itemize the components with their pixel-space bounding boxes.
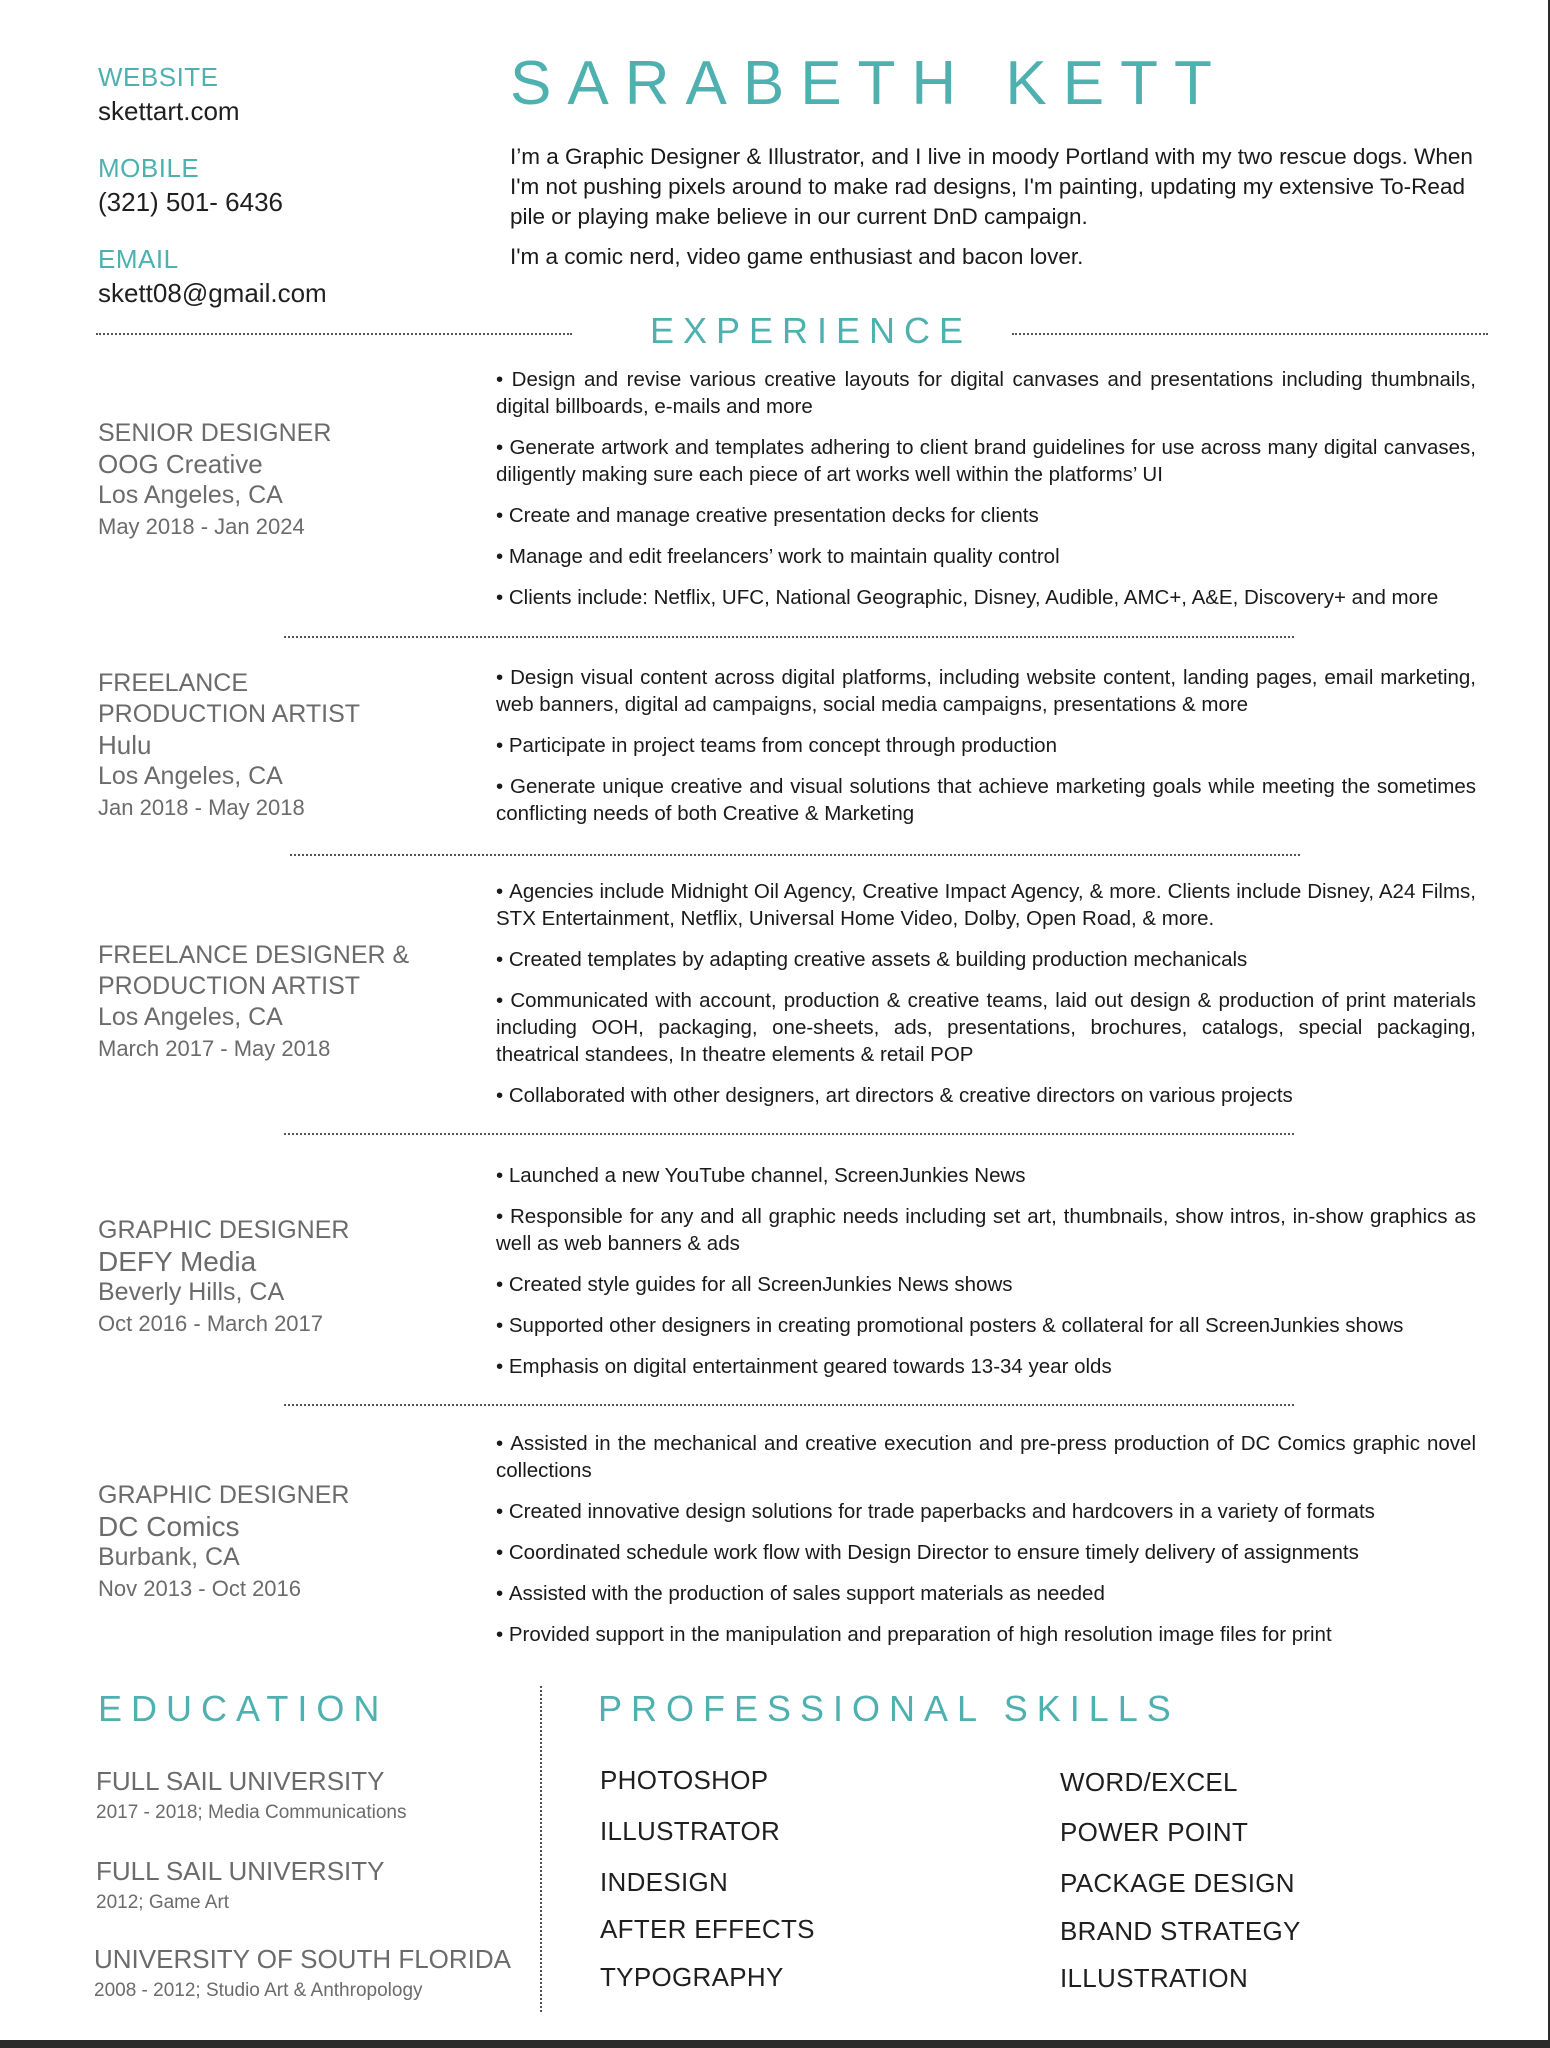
job-2-bullets	[496, 664, 1476, 841]
school-detail: 2012; Game Art	[96, 1892, 230, 1913]
job-5-info	[98, 1480, 438, 1604]
experience-heading: EXPERIENCE	[650, 310, 973, 351]
job-title: GRAPHIC DESIGNER	[98, 1481, 350, 1509]
job-location: Los Angeles, CA	[98, 1003, 283, 1031]
job-company: Hulu	[98, 730, 152, 760]
resume-name: SARABETH KETT	[510, 49, 1228, 118]
bullet-item: • Responsible for any and all graphic needs including set art, thumbnails, show intros, in-show graphics as well as web banners & ads	[496, 1203, 1476, 1257]
job-title: FREELANCE	[98, 669, 249, 697]
bullet-item: • Coordinated schedule work flow with Design Director to ensure timely delivery of assignments	[496, 1539, 1476, 1566]
bullet-item: • Participate in project teams from concept through production	[496, 732, 1476, 759]
job-title: SENIOR DESIGNER	[98, 419, 332, 447]
job-dates: May 2018 - Jan 2024	[98, 514, 305, 539]
job-title: PRODUCTION ARTIST	[98, 972, 361, 1000]
school-name: UNIVERSITY OF SOUTH FLORIDA	[94, 1944, 512, 1974]
job-location: Los Angeles, CA	[98, 481, 283, 509]
skills-heading: PROFESSIONAL SKILLS	[598, 1688, 1180, 1729]
bullet-item: • Assisted with the production of sales support materials as needed	[496, 1580, 1476, 1607]
bullet-item: • Provided support in the manipulation and preparation of high resolution image files for print	[496, 1621, 1476, 1648]
job-location: Los Angeles, CA	[98, 762, 283, 790]
website-label: WEBSITE	[98, 62, 219, 92]
experience-divider-right	[1012, 333, 1488, 335]
section-vertical-divider	[540, 1686, 542, 2012]
job-dates: Oct 2016 - March 2017	[98, 1311, 324, 1336]
bio-paragraph: I’m a Graphic Designer & Illustrator, and I live in moody Portland with my two rescue dogs. When I'm not pushing pixels around to make rad designs, I'm painting, updating my extensive To-Read pile or playing make believe in our current DnD campaign.	[510, 144, 1473, 229]
job-dates: Nov 2013 - Oct 2016	[98, 1576, 302, 1601]
job-company: DC Comics	[98, 1511, 240, 1542]
job-1-bullets	[496, 366, 1476, 625]
mobile-label: MOBILE	[98, 153, 200, 183]
email-label: EMAIL	[98, 244, 179, 274]
job-3-bullets	[496, 878, 1476, 1123]
job-2-info	[98, 668, 438, 823]
job-4-bullets	[496, 1162, 1476, 1394]
job-dates: Jan 2018 - May 2018	[98, 795, 305, 820]
job-divider	[290, 854, 1300, 856]
website-link[interactable]: skettart.com	[98, 96, 240, 126]
bullet-item: • Design visual content across digital platforms, including website content, landing pages, email marketing, web banners, digital ad campaigns, social media campaigns, presentations & more	[496, 664, 1476, 718]
job-company: DEFY Media	[98, 1246, 257, 1277]
bullet-item: • Created innovative design solutions for trade paperbacks and hardcovers in a variety of formats	[496, 1498, 1476, 1525]
bullet-item: • Design and revise various creative layouts for digital canvases and presentations including thumbnails, digital billboards, e-mails and more	[496, 366, 1476, 420]
bullet-item: • Launched a new YouTube channel, ScreenJunkies News	[496, 1162, 1476, 1189]
school-name: FULL SAIL UNIVERSITY	[96, 1856, 385, 1886]
job-title: GRAPHIC DESIGNER	[98, 1216, 350, 1244]
job-4-info	[98, 1215, 438, 1339]
job-location: Burbank, CA	[98, 1543, 240, 1571]
bio-tagline: I'm a comic nerd, video game enthusiast and bacon lover.	[510, 244, 1084, 269]
school-name: FULL SAIL UNIVERSITY	[96, 1766, 385, 1796]
school-detail: 2017 - 2018; Media Communications	[96, 1802, 407, 1823]
job-divider	[284, 636, 1294, 638]
job-location: Beverly Hills, CA	[98, 1278, 285, 1306]
job-company: OOG Creative	[98, 449, 263, 479]
skill-item: POWER POINT	[1060, 1817, 1249, 1847]
bullet-item: • Assisted in the mechanical and creative execution and pre-press production of DC Comics graphic novel collections	[496, 1430, 1476, 1484]
skill-item: TYPOGRAPHY	[600, 1962, 784, 1992]
bullet-item: • Supported other designers in creating promotional posters & collateral for all ScreenJunkies shows	[496, 1312, 1476, 1339]
skill-item: WORD/EXCEL	[1060, 1767, 1238, 1797]
bullet-item: • Clients include: Netflix, UFC, National Geographic, Disney, Audible, AMC+, A&E, Discovery+ and more	[496, 584, 1476, 611]
job-divider	[284, 1133, 1294, 1135]
bullet-item: • Collaborated with other designers, art directors & creative directors on various projects	[496, 1082, 1476, 1109]
job-divider	[284, 1404, 1294, 1406]
email-link[interactable]: skett08@gmail.com	[98, 278, 327, 308]
experience-divider-left	[96, 333, 572, 335]
bullet-item: • Generate unique creative and visual solutions that achieve marketing goals while meeting the sometimes conflicting needs of both Creative & Marketing	[496, 773, 1476, 827]
job-5-bullets	[496, 1430, 1476, 1662]
bullet-item: • Emphasis on digital entertainment geared towards 13-34 year olds	[496, 1353, 1476, 1380]
bullet-item: • Created style guides for all ScreenJunkies News shows	[496, 1271, 1476, 1298]
bullet-item: • Communicated with account, production & creative teams, laid out design & production of print materials including OOH, packaging, one-sheets, ads, presentations, brochures, catalogs, special packaging, theatrical standees, In theatre elements & retail POP	[496, 987, 1476, 1068]
mobile-number: (321) 501- 6436	[98, 187, 284, 217]
skill-item: INDESIGN	[600, 1867, 729, 1897]
skill-item: ILLUSTRATION	[1060, 1963, 1249, 1993]
job-1-info	[98, 418, 438, 542]
job-3-info	[98, 940, 438, 1064]
skill-item: AFTER EFFECTS	[600, 1914, 815, 1944]
skill-item: BRAND STRATEGY	[1060, 1916, 1301, 1946]
job-title: PRODUCTION ARTIST	[98, 700, 361, 728]
bullet-item: • Generate artwork and templates adhering to client brand guidelines for use across many digital canvases, diligently making sure each piece of art works well within the platforms’ UI	[496, 434, 1476, 488]
bullet-item: • Created templates by adapting creative assets & building production mechanicals	[496, 946, 1476, 973]
school-detail: 2008 - 2012; Studio Art & Anthropology	[94, 1980, 423, 2001]
job-title: FREELANCE DESIGNER &	[98, 941, 410, 969]
education-heading: EDUCATION	[98, 1688, 389, 1729]
bullet-item: • Agencies include Midnight Oil Agency, Creative Impact Agency, & more. Clients include Disney, A24 Films, STX Entertainment, Netflix, Universal Home Video, Dolby, Open Road, & more.	[496, 878, 1476, 932]
bullet-item: • Manage and edit freelancers’ work to maintain quality control	[496, 543, 1476, 570]
skill-item: PACKAGE DESIGN	[1060, 1868, 1295, 1898]
job-dates: March 2017 - May 2018	[98, 1036, 331, 1061]
bullet-item: • Create and manage creative presentation decks for clients	[496, 502, 1476, 529]
skill-item: PHOTOSHOP	[600, 1765, 769, 1795]
skill-item: ILLUSTRATOR	[600, 1816, 781, 1846]
